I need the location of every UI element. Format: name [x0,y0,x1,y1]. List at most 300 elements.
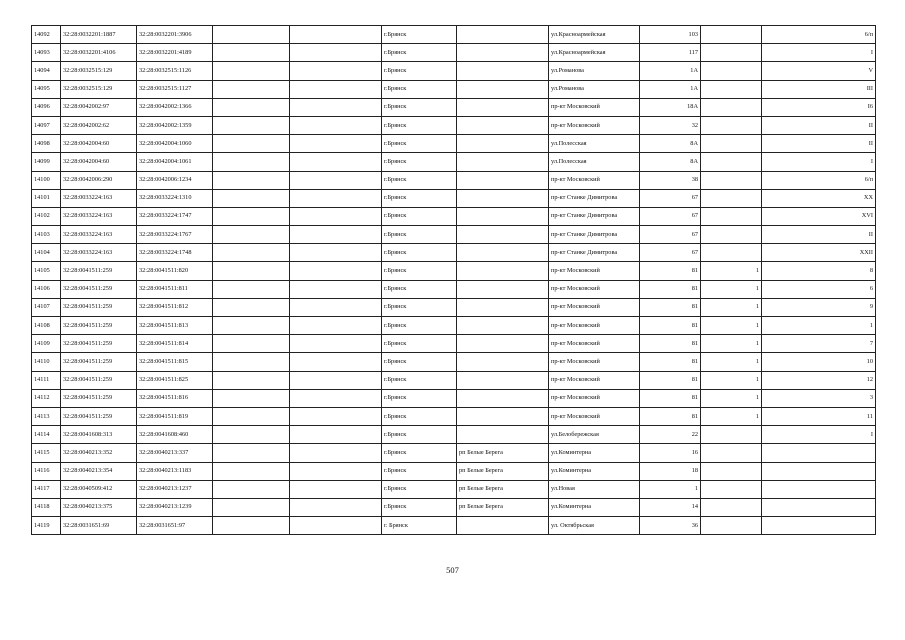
cell-empty [290,226,382,244]
cell-premises [762,517,876,535]
cell-settlement: рп Белые Берега [457,444,549,462]
cell-building [701,44,762,62]
cell-row-number: 14108 [32,317,61,335]
cell-building [701,244,762,262]
cell-city: г.Брянск [382,298,457,316]
cell-object-cadastral-number: 32:28:0040213:1237 [137,480,213,498]
table-row [32,207,876,225]
cell-city: г.Брянск [382,189,457,207]
cell-row-number: 14105 [32,262,61,280]
cell-object-cadastral-number: 32:28:0032201:4189 [137,44,213,62]
cell-house: 81 [640,317,701,335]
cell-empty [290,298,382,316]
cell-premises: 6/п [762,171,876,189]
table-row [32,262,876,280]
table-row [32,226,876,244]
cell-house: 67 [640,207,701,225]
cell-settlement [457,116,549,134]
cell-object-cadastral-number: 32:28:0041511:814 [137,335,213,353]
cell-building [701,517,762,535]
cell-empty [290,80,382,98]
cell-street: ул.Красноармейская [549,44,640,62]
table-row [32,426,876,444]
cell-city: г.Брянск [382,171,457,189]
cell-row-number: 14118 [32,498,61,516]
cell-row-number: 14102 [32,207,61,225]
cell-land-cadastral-number: 32:28:0031651:69 [61,517,137,535]
cell-object-cadastral-number: 32:28:0032515:1127 [137,80,213,98]
cell-city: г.Брянск [382,226,457,244]
table-row [32,244,876,262]
cell-premises: II [762,135,876,153]
cell-street: пр-кт Московский [549,407,640,425]
cell-street: пр-кт Московский [549,262,640,280]
cell-empty [213,116,290,134]
cell-land-cadastral-number: 32:28:0041608:313 [61,426,137,444]
cell-row-number: 14101 [32,189,61,207]
cell-building [701,444,762,462]
cell-row-number: 14104 [32,244,61,262]
cell-house: 67 [640,244,701,262]
cell-land-cadastral-number: 32:28:0032201:4106 [61,44,137,62]
cell-building: 1 [701,335,762,353]
cell-land-cadastral-number: 32:28:0040213:352 [61,444,137,462]
cell-object-cadastral-number: 32:28:0041511:811 [137,280,213,298]
cell-empty [290,262,382,280]
cell-city: г.Брянск [382,116,457,134]
cell-object-cadastral-number: 32:28:0042006:1234 [137,171,213,189]
cell-empty [290,280,382,298]
cell-building [701,116,762,134]
cell-object-cadastral-number: 32:28:0041511:819 [137,407,213,425]
cell-row-number: 14112 [32,389,61,407]
cell-house: 22 [640,426,701,444]
cell-settlement [457,426,549,444]
cell-premises [762,480,876,498]
table-row [32,389,876,407]
cell-empty [290,426,382,444]
cell-row-number: 14097 [32,116,61,134]
cell-empty [213,317,290,335]
cell-empty [213,135,290,153]
cell-building [701,171,762,189]
cell-land-cadastral-number: 32:28:0033224:163 [61,244,137,262]
cell-row-number: 14093 [32,44,61,62]
cell-land-cadastral-number: 32:28:0032515:129 [61,62,137,80]
cell-house: 81 [640,353,701,371]
cell-empty [290,171,382,189]
cell-land-cadastral-number: 32:28:0040213:375 [61,498,137,516]
cell-object-cadastral-number: 32:28:0032515:1126 [137,62,213,80]
cell-premises: XXII [762,244,876,262]
cell-object-cadastral-number: 32:28:0040213:1239 [137,498,213,516]
cell-building [701,80,762,98]
cell-street: ул.Романова [549,80,640,98]
cell-empty [290,62,382,80]
cell-premises: 6/п [762,26,876,44]
cell-city: г.Брянск [382,80,457,98]
cell-premises: I [762,153,876,171]
cell-row-number: 14092 [32,26,61,44]
cell-object-cadastral-number: 32:28:0041511:813 [137,317,213,335]
cell-street: ул.Полесская [549,153,640,171]
cell-empty [213,407,290,425]
cell-house: 38 [640,171,701,189]
cell-house: 81 [640,389,701,407]
cell-land-cadastral-number: 32:28:0033224:163 [61,189,137,207]
cell-street: ул.Романова [549,62,640,80]
cell-row-number: 14100 [32,171,61,189]
table-row [32,116,876,134]
cell-settlement: рп Белые Берега [457,462,549,480]
cell-city: г.Брянск [382,44,457,62]
cell-house: 16 [640,444,701,462]
cell-empty [213,44,290,62]
cell-empty [213,153,290,171]
cell-settlement [457,517,549,535]
cell-city: г.Брянск [382,153,457,171]
cell-premises: V [762,62,876,80]
cell-empty [213,262,290,280]
cell-building [701,207,762,225]
cell-house: 8А [640,135,701,153]
cell-row-number: 14098 [32,135,61,153]
cell-street: ул. Октябрьская [549,517,640,535]
cell-settlement [457,280,549,298]
cell-empty [290,444,382,462]
cell-house: 81 [640,371,701,389]
cell-premises: I6 [762,98,876,116]
cell-land-cadastral-number: 32:28:0032201:1887 [61,26,137,44]
cell-land-cadastral-number: 32:28:0042002:62 [61,116,137,134]
table-row [32,62,876,80]
cell-building [701,153,762,171]
cell-premises [762,498,876,516]
cell-street: пр-кт Станке Димитрова [549,189,640,207]
cell-settlement [457,98,549,116]
cell-premises [762,462,876,480]
cell-building: 1 [701,298,762,316]
table-row [32,371,876,389]
cell-row-number: 14107 [32,298,61,316]
cell-building [701,26,762,44]
cell-empty [290,517,382,535]
cell-land-cadastral-number: 32:28:0042002:97 [61,98,137,116]
cell-land-cadastral-number: 32:28:0042006:290 [61,171,137,189]
cell-empty [213,80,290,98]
cell-premises: I [762,44,876,62]
cell-land-cadastral-number: 32:28:0041511:259 [61,317,137,335]
cell-land-cadastral-number: 32:28:0032515:129 [61,80,137,98]
cell-land-cadastral-number: 32:28:0041511:259 [61,389,137,407]
table-row [32,498,876,516]
cell-house: 1А [640,62,701,80]
cell-object-cadastral-number: 32:28:0042004:1060 [137,135,213,153]
cell-settlement [457,62,549,80]
cell-city: г.Брянск [382,207,457,225]
cell-city: г.Брянск [382,262,457,280]
cell-house: 32 [640,116,701,134]
cell-empty [290,244,382,262]
cell-building [701,62,762,80]
cell-building: 1 [701,353,762,371]
cell-house: 81 [640,280,701,298]
cell-land-cadastral-number: 32:28:0041511:259 [61,298,137,316]
cell-premises: XX [762,189,876,207]
cell-street: пр-кт Московский [549,116,640,134]
cell-settlement: рп Белые Берега [457,498,549,516]
cell-street: ул.Новая [549,480,640,498]
cell-empty [290,207,382,225]
cell-land-cadastral-number: 32:28:0033224:163 [61,207,137,225]
cell-building [701,226,762,244]
cell-empty [213,298,290,316]
table-row [32,317,876,335]
cell-empty [213,226,290,244]
cell-house: 67 [640,226,701,244]
cell-row-number: 14103 [32,226,61,244]
cell-house: 67 [640,189,701,207]
table-row [32,335,876,353]
cell-object-cadastral-number: 32:28:0042002:1359 [137,116,213,134]
cell-premises: XVI [762,207,876,225]
cell-house: 81 [640,262,701,280]
cell-premises: 3 [762,389,876,407]
cell-house: 81 [640,298,701,316]
cell-street: пр-кт Станке Димитрова [549,226,640,244]
cell-object-cadastral-number: 32:28:0033224:1310 [137,189,213,207]
cell-street: пр-кт Московский [549,353,640,371]
cell-settlement [457,80,549,98]
cell-street: пр-кт Московский [549,280,640,298]
cell-object-cadastral-number: 32:28:0033224:1747 [137,207,213,225]
cell-land-cadastral-number: 32:28:0041511:259 [61,335,137,353]
cell-land-cadastral-number: 32:28:0040213:354 [61,462,137,480]
cell-street: ул.Коминтерна [549,444,640,462]
cell-empty [213,462,290,480]
cell-building [701,98,762,116]
cell-street: ул.Белобережская [549,426,640,444]
cell-street: пр-кт Московский [549,389,640,407]
cell-city: г.Брянск [382,407,457,425]
cell-settlement [457,153,549,171]
table-body [32,26,876,535]
cell-empty [290,353,382,371]
cell-building: 1 [701,371,762,389]
cell-house: 81 [640,335,701,353]
cell-empty [213,171,290,189]
cell-house: 117 [640,44,701,62]
cell-city: г.Брянск [382,280,457,298]
cell-street: пр-кт Станке Димитрова [549,207,640,225]
cell-house: 103 [640,26,701,44]
cell-empty [213,26,290,44]
cell-premises: III [762,80,876,98]
cell-settlement [457,389,549,407]
table-row [32,26,876,44]
cell-row-number: 14099 [32,153,61,171]
cell-house: 14 [640,498,701,516]
cell-row-number: 14109 [32,335,61,353]
cell-street: пр-кт Московский [549,171,640,189]
cell-empty [290,498,382,516]
cell-street: пр-кт Московский [549,371,640,389]
cell-settlement [457,317,549,335]
cell-street: ул.Коминтерна [549,498,640,516]
cell-building: 1 [701,280,762,298]
cell-empty [213,280,290,298]
cell-empty [213,98,290,116]
cell-city: г.Брянск [382,444,457,462]
cell-empty [290,26,382,44]
cell-city: г.Брянск [382,371,457,389]
table-row [32,462,876,480]
cell-empty [213,444,290,462]
cell-street: пр-кт Московский [549,317,640,335]
cell-empty [290,317,382,335]
cell-settlement [457,226,549,244]
table-row [32,353,876,371]
cell-city: г.Брянск [382,353,457,371]
cell-empty [213,244,290,262]
document-sheet [31,25,875,535]
cell-empty [290,116,382,134]
cell-row-number: 14106 [32,280,61,298]
cell-empty [213,371,290,389]
cell-building [701,498,762,516]
cell-building: 1 [701,317,762,335]
cell-row-number: 14095 [32,80,61,98]
cell-object-cadastral-number: 32:28:0041511:815 [137,353,213,371]
cell-land-cadastral-number: 32:28:0041511:259 [61,280,137,298]
cell-empty [213,389,290,407]
table-row [32,298,876,316]
cell-object-cadastral-number: 32:28:0040213:1183 [137,462,213,480]
cell-city: г.Брянск [382,135,457,153]
cell-street: пр-кт Московский [549,298,640,316]
cell-empty [213,189,290,207]
cell-premises: 11 [762,407,876,425]
cell-street: пр-кт Московский [549,98,640,116]
cell-building [701,426,762,444]
cell-city: г.Брянск [382,426,457,444]
cell-empty [290,98,382,116]
cell-city: г.Брянск [382,462,457,480]
cell-settlement [457,26,549,44]
table-row [32,444,876,462]
cell-building [701,480,762,498]
table-row [32,407,876,425]
cell-settlement [457,189,549,207]
table-row [32,517,876,535]
cell-empty [290,335,382,353]
cell-row-number: 14094 [32,62,61,80]
table-row [32,44,876,62]
cell-empty [213,335,290,353]
cell-street: ул.Коминтерна [549,462,640,480]
cell-house: 1А [640,80,701,98]
cell-row-number: 14117 [32,480,61,498]
cell-premises: II [762,116,876,134]
cell-land-cadastral-number: 32:28:0041511:259 [61,371,137,389]
cell-land-cadastral-number: 32:28:0042004:60 [61,153,137,171]
cell-house: 18 [640,462,701,480]
cell-empty [213,62,290,80]
cell-settlement [457,207,549,225]
cell-city: г.Брянск [382,335,457,353]
cell-city: г.Брянск [382,98,457,116]
cell-row-number: 14111 [32,371,61,389]
cell-empty [213,498,290,516]
cell-settlement [457,353,549,371]
cell-empty [290,371,382,389]
cell-premises: II [762,226,876,244]
cell-object-cadastral-number: 32:28:0041511:825 [137,371,213,389]
cell-premises: 7 [762,335,876,353]
cell-building: 1 [701,407,762,425]
cell-empty [290,389,382,407]
cell-settlement [457,171,549,189]
cell-city: г.Брянск [382,389,457,407]
cell-settlement [457,298,549,316]
cell-settlement [457,135,549,153]
cell-empty [213,426,290,444]
cell-object-cadastral-number: 32:28:0041511:816 [137,389,213,407]
cell-settlement: рп Белые Берега [457,480,549,498]
cell-settlement [457,335,549,353]
cell-object-cadastral-number: 32:28:0032201:3906 [137,26,213,44]
cell-row-number: 14096 [32,98,61,116]
cell-object-cadastral-number: 32:28:0033224:1767 [137,226,213,244]
cell-building [701,189,762,207]
cell-row-number: 14116 [32,462,61,480]
cell-empty [290,135,382,153]
cell-premises: I [762,426,876,444]
cell-empty [290,480,382,498]
cell-empty [213,480,290,498]
cell-object-cadastral-number: 32:28:0031651:97 [137,517,213,535]
cell-building [701,462,762,480]
cell-premises: 9 [762,298,876,316]
cell-city: г.Брянск [382,480,457,498]
cell-empty [213,353,290,371]
cell-house: 18А [640,98,701,116]
table-row [32,480,876,498]
cell-house: 36 [640,517,701,535]
registry-table [31,25,876,535]
cell-object-cadastral-number: 32:28:0040213:337 [137,444,213,462]
cell-building [701,135,762,153]
cell-settlement [457,262,549,280]
cell-object-cadastral-number: 32:28:0042002:1366 [137,98,213,116]
cell-empty [290,44,382,62]
cell-settlement [457,407,549,425]
cell-row-number: 14110 [32,353,61,371]
cell-land-cadastral-number: 32:28:0042004:60 [61,135,137,153]
cell-premises: 6 [762,280,876,298]
cell-empty [290,189,382,207]
cell-row-number: 14119 [32,517,61,535]
cell-land-cadastral-number: 32:28:0041511:259 [61,407,137,425]
table-row [32,280,876,298]
cell-street: ул.Полесская [549,135,640,153]
cell-object-cadastral-number: 32:28:0041608:460 [137,426,213,444]
cell-object-cadastral-number: 32:28:0042004:1061 [137,153,213,171]
table-row [32,153,876,171]
cell-land-cadastral-number: 32:28:0040509:412 [61,480,137,498]
cell-empty [290,153,382,171]
cell-settlement [457,244,549,262]
